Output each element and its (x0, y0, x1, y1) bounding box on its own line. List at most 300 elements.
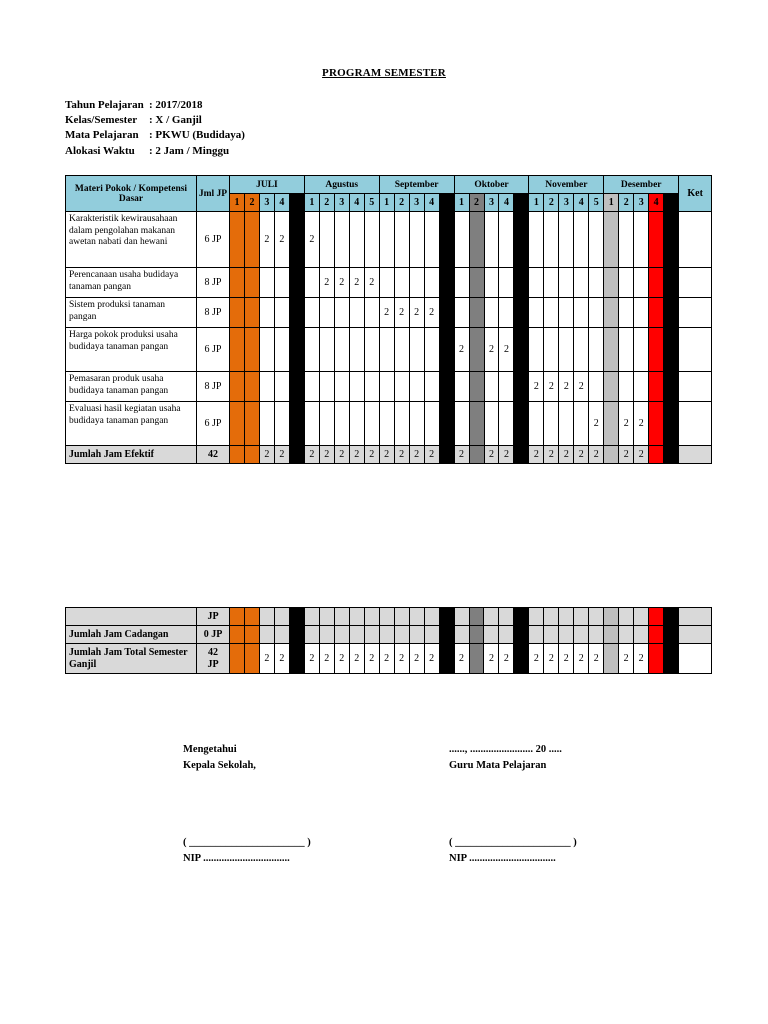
week-cell (574, 212, 589, 268)
week-cell (514, 212, 529, 268)
week-cell (379, 268, 394, 298)
week-cell (514, 608, 529, 626)
materi-cell: Evaluasi hasil kegiatan usaha budidaya tanaman pangan (66, 402, 197, 446)
efektif-jp: 42 (197, 446, 230, 464)
week-number: 1 (454, 194, 469, 212)
week-cell (304, 608, 319, 626)
week-cell: 2 (619, 446, 634, 464)
week-number: 2 (469, 194, 484, 212)
week-cell (499, 372, 514, 402)
principal-label: Kepala Sekolah, (183, 759, 256, 771)
week-cell (544, 608, 559, 626)
total-label: Jumlah Jam Total Semester Ganjil (66, 644, 197, 674)
week-cell (619, 212, 634, 268)
week-number: 3 (484, 194, 499, 212)
week-cell (544, 298, 559, 328)
week-cell (649, 298, 664, 328)
week-cell (274, 626, 289, 644)
week-cell (664, 402, 679, 446)
week-cell (574, 402, 589, 446)
week-cell (424, 626, 439, 644)
info-key: Tahun Pelajaran (65, 99, 144, 111)
acknowledge-label: Mengetahui (183, 744, 237, 755)
week-cell (424, 328, 439, 372)
teacher-nip: NIP ................................. (449, 852, 556, 864)
week-cell (289, 402, 304, 446)
header-materi: Materi Pokok / Kompetensi Dasar (66, 176, 197, 212)
week-cell: 2 (274, 446, 289, 464)
week-cell: 2 (574, 446, 589, 464)
info-row (65, 144, 245, 159)
week-cell (230, 328, 245, 372)
table-row (66, 372, 712, 402)
week-cell (230, 446, 245, 464)
week-cell: 2 (529, 644, 544, 674)
week-cell (559, 212, 574, 268)
week-cell (379, 608, 394, 626)
week-number: 3 (334, 194, 349, 212)
week-cell (289, 626, 304, 644)
info-key: Mata Pelajaran (65, 129, 139, 142)
week-cell (514, 402, 529, 446)
cadangan-jp: 0 JP (197, 626, 230, 644)
week-cell (529, 298, 544, 328)
week-cell (529, 268, 544, 298)
info-row (65, 128, 245, 143)
signature-left (183, 742, 311, 866)
week-cell (259, 298, 274, 328)
week-cell (364, 298, 379, 328)
week-cell (394, 402, 409, 446)
week-cell (664, 644, 679, 674)
week-cell: 2 (409, 644, 424, 674)
week-cell (379, 626, 394, 644)
week-cell (634, 298, 649, 328)
week-cell: 2 (454, 644, 469, 674)
week-cell (559, 608, 574, 626)
week-number: 4 (574, 194, 589, 212)
week-cell: 2 (529, 446, 544, 464)
week-cell (289, 268, 304, 298)
week-cell (244, 644, 259, 674)
week-cell (319, 626, 334, 644)
month-header: Oktober (454, 176, 529, 194)
week-cell: 2 (559, 644, 574, 674)
jp-cell: 8 JP (197, 372, 230, 402)
ket-cell (679, 608, 712, 626)
week-number: 3 (259, 194, 274, 212)
week-cell: 2 (349, 268, 364, 298)
signature-right (449, 742, 577, 866)
month-header: Agustus (304, 176, 379, 194)
week-cell (634, 268, 649, 298)
week-cell (259, 372, 274, 402)
week-cell (289, 328, 304, 372)
week-cell (589, 372, 604, 402)
week-number: 1 (304, 194, 319, 212)
week-cell (274, 608, 289, 626)
week-cell (259, 626, 274, 644)
week-cell (469, 402, 484, 446)
week-cell: 2 (634, 644, 649, 674)
week-cell (619, 608, 634, 626)
info-value: : PKWU (Budidaya) (149, 129, 245, 142)
header-ket: Ket (679, 176, 712, 212)
week-cell (499, 608, 514, 626)
week-cell (289, 372, 304, 402)
jp-cell: 8 JP (197, 268, 230, 298)
ket-cell (679, 328, 712, 372)
week-cell (664, 626, 679, 644)
week-cell (604, 268, 619, 298)
week-cell (349, 212, 364, 268)
ket-cell (679, 298, 712, 328)
week-cell: 2 (319, 644, 334, 674)
week-cell: 2 (544, 644, 559, 674)
principal-nip: NIP ................................. (183, 852, 290, 864)
week-cell (604, 446, 619, 464)
week-cell (364, 608, 379, 626)
materi-cell: Pemasaran produk usaha budidaya tanaman pangan (66, 372, 197, 402)
week-cell: 2 (394, 446, 409, 464)
week-cell (454, 298, 469, 328)
ket-cell (679, 212, 712, 268)
week-number: 3 (559, 194, 574, 212)
week-cell (649, 626, 664, 644)
week-cell (334, 402, 349, 446)
table-row (66, 212, 712, 268)
week-cell: 2 (409, 446, 424, 464)
week-cell (514, 446, 529, 464)
week-cell (409, 268, 424, 298)
jp-cell: 6 JP (197, 402, 230, 446)
week-cell (619, 372, 634, 402)
week-cell (439, 402, 454, 446)
week-cell (499, 402, 514, 446)
week-cell: 2 (319, 268, 334, 298)
week-cell (484, 402, 499, 446)
table-row (66, 328, 712, 372)
week-cell (244, 212, 259, 268)
week-cell (559, 626, 574, 644)
jp-cell: 6 JP (197, 328, 230, 372)
week-cell (604, 372, 619, 402)
header-jml-jp: Jml JP (197, 176, 230, 212)
week-cell (649, 608, 664, 626)
week-cell (304, 328, 319, 372)
week-cell (469, 212, 484, 268)
ket-cell (679, 644, 712, 674)
week-cell (604, 402, 619, 446)
ket-cell (679, 402, 712, 446)
week-cell (364, 212, 379, 268)
week-cell (274, 268, 289, 298)
ket-cell (679, 626, 712, 644)
teacher-label: Guru Mata Pelajaran (449, 759, 547, 771)
week-cell (394, 626, 409, 644)
jp-cell: 6 JP (197, 212, 230, 268)
info-value: : 2017/2018 (149, 99, 203, 111)
week-cell (230, 626, 245, 644)
week-cell (514, 298, 529, 328)
week-cell (230, 212, 245, 268)
week-cell (334, 212, 349, 268)
week-cell (514, 372, 529, 402)
week-cell (230, 372, 245, 402)
week-cell (514, 644, 529, 674)
week-cell (334, 608, 349, 626)
week-cell (454, 372, 469, 402)
week-cell (394, 608, 409, 626)
week-cell: 2 (529, 372, 544, 402)
week-cell (349, 372, 364, 402)
week-number: 4 (499, 194, 514, 212)
week-cell (244, 328, 259, 372)
week-number: 1 (379, 194, 394, 212)
week-cell (230, 608, 245, 626)
week-cell (529, 328, 544, 372)
week-cell: 2 (304, 644, 319, 674)
week-cell: 2 (544, 446, 559, 464)
week-cell (244, 626, 259, 644)
info-row (65, 113, 245, 128)
week-cell: 2 (499, 644, 514, 674)
page-title: PROGRAM SEMESTER (322, 67, 446, 79)
week-cell (364, 402, 379, 446)
week-cell (484, 298, 499, 328)
week-cell (574, 268, 589, 298)
week-number: 2 (619, 194, 634, 212)
week-number: 1 (604, 194, 619, 212)
week-cell (469, 298, 484, 328)
week-cell: 2 (319, 446, 334, 464)
week-cell (319, 608, 334, 626)
week-cell: 2 (499, 446, 514, 464)
week-cell (319, 328, 334, 372)
info-key: Alokasi Waktu (65, 144, 135, 157)
materi-cell: Sistem produksi tanaman pangan (66, 298, 197, 328)
info-key: Kelas/Semester (65, 114, 138, 127)
week-cell (484, 608, 499, 626)
week-cell: 2 (619, 644, 634, 674)
week-cell (439, 446, 454, 464)
week-cell: 2 (274, 212, 289, 268)
week-cell: 2 (619, 402, 634, 446)
week-cell (439, 212, 454, 268)
week-cell (544, 402, 559, 446)
week-cell (439, 626, 454, 644)
week-cell (469, 644, 484, 674)
week-cell (634, 608, 649, 626)
week-cell (259, 328, 274, 372)
week-cell (334, 372, 349, 402)
week-cell (364, 328, 379, 372)
week-cell: 2 (589, 644, 604, 674)
week-cell (604, 328, 619, 372)
week-cell: 2 (334, 446, 349, 464)
week-cell (634, 626, 649, 644)
week-cell (230, 268, 245, 298)
week-cell: 2 (334, 268, 349, 298)
week-number: 2 (319, 194, 334, 212)
week-cell (409, 626, 424, 644)
efektif-label: Jumlah Jam Efektif (66, 446, 197, 464)
week-cell (259, 402, 274, 446)
week-cell (289, 644, 304, 674)
week-cell (589, 298, 604, 328)
week-cell (589, 212, 604, 268)
week-cell (574, 298, 589, 328)
month-header: November (529, 176, 604, 194)
ket-cell (679, 446, 712, 464)
week-cell (469, 268, 484, 298)
week-cell (514, 626, 529, 644)
week-cell (364, 372, 379, 402)
week-cell (230, 298, 245, 328)
week-cell (409, 608, 424, 626)
week-cell (514, 268, 529, 298)
week-cell (274, 298, 289, 328)
week-cell (334, 626, 349, 644)
materi-cell: Harga pokok produksi usaha budidaya tanaman pangan (66, 328, 197, 372)
info-row (65, 98, 245, 113)
week-cell (409, 402, 424, 446)
week-cell: 2 (559, 372, 574, 402)
week-cell (604, 626, 619, 644)
week-cell (409, 328, 424, 372)
week-cell (379, 372, 394, 402)
week-cell: 2 (574, 372, 589, 402)
ket-cell (679, 372, 712, 402)
week-cell (544, 328, 559, 372)
jp-cell: 8 JP (197, 298, 230, 328)
week-cell (454, 268, 469, 298)
teacher-name-line: ( ______________________ ) (449, 837, 577, 848)
month-header: JULI (230, 176, 305, 194)
week-number: 5 (589, 194, 604, 212)
week-cell (349, 328, 364, 372)
week-cell (529, 212, 544, 268)
month-header: September (379, 176, 454, 194)
week-cell (439, 328, 454, 372)
week-cell (454, 626, 469, 644)
week-cell (634, 372, 649, 402)
week-cell: 2 (424, 446, 439, 464)
week-cell (559, 268, 574, 298)
week-cell (544, 626, 559, 644)
week-cell: 2 (574, 644, 589, 674)
week-cell (649, 372, 664, 402)
week-cell (454, 608, 469, 626)
week-cell (529, 402, 544, 446)
week-cell: 2 (274, 644, 289, 674)
week-cell (529, 608, 544, 626)
week-cell (469, 446, 484, 464)
week-cell (664, 446, 679, 464)
week-cell: 2 (484, 328, 499, 372)
week-cell (469, 328, 484, 372)
week-cell (439, 372, 454, 402)
week-number: 1 (529, 194, 544, 212)
week-cell: 2 (379, 644, 394, 674)
week-cell (649, 212, 664, 268)
week-cell (499, 626, 514, 644)
semester-program-table (65, 175, 712, 464)
week-cell (304, 402, 319, 446)
week-cell (589, 328, 604, 372)
week-cell (259, 268, 274, 298)
week-cell (379, 402, 394, 446)
week-cell (394, 268, 409, 298)
week-cell (664, 608, 679, 626)
week-cell (499, 298, 514, 328)
week-cell: 2 (559, 446, 574, 464)
week-cell: 2 (394, 644, 409, 674)
week-cell: 2 (259, 212, 274, 268)
week-cell (604, 212, 619, 268)
week-cell (484, 212, 499, 268)
week-cell (574, 626, 589, 644)
week-cell (289, 608, 304, 626)
week-cell (244, 446, 259, 464)
week-cell (484, 372, 499, 402)
table-row (66, 298, 712, 328)
week-cell (664, 372, 679, 402)
week-number (439, 194, 454, 212)
week-cell (589, 608, 604, 626)
week-cell: 2 (304, 446, 319, 464)
week-cell (230, 402, 245, 446)
week-cell (634, 212, 649, 268)
week-cell (484, 268, 499, 298)
week-cell (334, 298, 349, 328)
week-cell (304, 298, 319, 328)
week-cell (349, 298, 364, 328)
week-cell (544, 268, 559, 298)
week-cell (469, 608, 484, 626)
week-cell (649, 644, 664, 674)
week-number: 4 (274, 194, 289, 212)
week-cell (304, 372, 319, 402)
week-cell (439, 268, 454, 298)
week-number: 4 (649, 194, 664, 212)
week-cell: 2 (589, 446, 604, 464)
week-cell (499, 268, 514, 298)
week-cell (424, 608, 439, 626)
week-cell (619, 328, 634, 372)
month-header: Desember (604, 176, 679, 194)
info-value: : X / Ganjil (149, 114, 202, 127)
week-cell (664, 328, 679, 372)
week-cell (349, 608, 364, 626)
week-cell (274, 372, 289, 402)
week-cell (559, 402, 574, 446)
week-cell: 2 (409, 298, 424, 328)
week-cell (649, 328, 664, 372)
week-cell (454, 212, 469, 268)
date-line: ......, ........................ 20 ..... (449, 744, 562, 755)
materi-cell: Perencanaan usaha budidaya tanaman pangan (66, 268, 197, 298)
week-cell (394, 372, 409, 402)
blank-label (66, 608, 197, 626)
week-cell: 2 (379, 298, 394, 328)
week-cell (364, 626, 379, 644)
week-cell (649, 446, 664, 464)
week-cell (604, 644, 619, 674)
week-cell (394, 212, 409, 268)
week-cell (334, 328, 349, 372)
week-cell: 2 (349, 446, 364, 464)
